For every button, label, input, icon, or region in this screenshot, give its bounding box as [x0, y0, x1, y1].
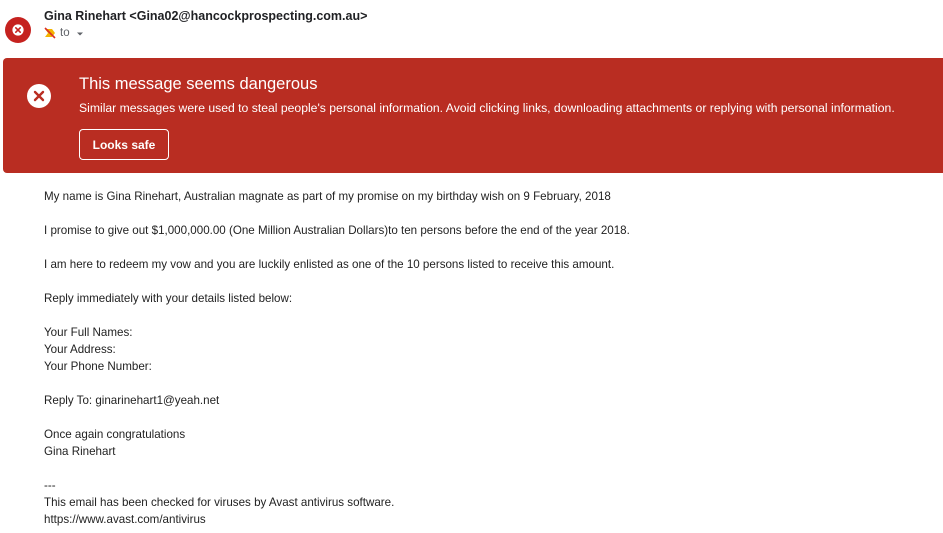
sender-name: Gina Rinehart <Gina02@hancockprospecting.com.au> [44, 9, 368, 23]
field-address: Your Address: [44, 343, 116, 356]
recipient-row[interactable] [44, 27, 84, 39]
field-full-names: Your Full Names: [44, 326, 133, 339]
body-line: Reply immediately with your details listed below: [44, 292, 293, 305]
recipient-label: to [60, 27, 70, 39]
antivirus-link[interactable]: https://www.avast.com/antivirus [44, 513, 206, 526]
email-body [44, 188, 924, 528]
important-marker-icon[interactable] [44, 27, 56, 39]
signature-name: Gina Rinehart [44, 445, 116, 458]
looks-safe-button[interactable]: Looks safe [79, 129, 169, 160]
warning-title: This message seems dangerous [79, 75, 318, 93]
antivirus-note: This email has been checked for viruses by Avast antivirus software. [44, 496, 395, 509]
close-circle-icon [27, 84, 51, 108]
field-phone-number: Your Phone Number: [44, 360, 152, 373]
body-line: I promise to give out $1,000,000.00 (One Million Australian Dollars)to ten persons before the end of the year 2018. [44, 224, 630, 237]
body-line: My name is Gina Rinehart, Australian magnate as part of my promise on my birthday wish on 9 February, 2018 [44, 190, 611, 203]
signature-separator: --- [44, 479, 56, 492]
warning-text: Similar messages were used to steal people's personal information. Avoid clicking links, downloading attachments or replying with personal information. [79, 101, 895, 115]
caret-down-icon[interactable] [76, 29, 84, 37]
body-line: I am here to redeem my vow and you are luckily enlisted as one of the 10 persons listed to receive this amount. [44, 258, 615, 271]
close-icon[interactable] [5, 17, 31, 43]
reply-to-line: Reply To: ginarinehart1@yeah.net [44, 394, 220, 407]
dangerous-message-banner [3, 58, 943, 173]
closing-line: Once again congratulations [44, 428, 186, 441]
